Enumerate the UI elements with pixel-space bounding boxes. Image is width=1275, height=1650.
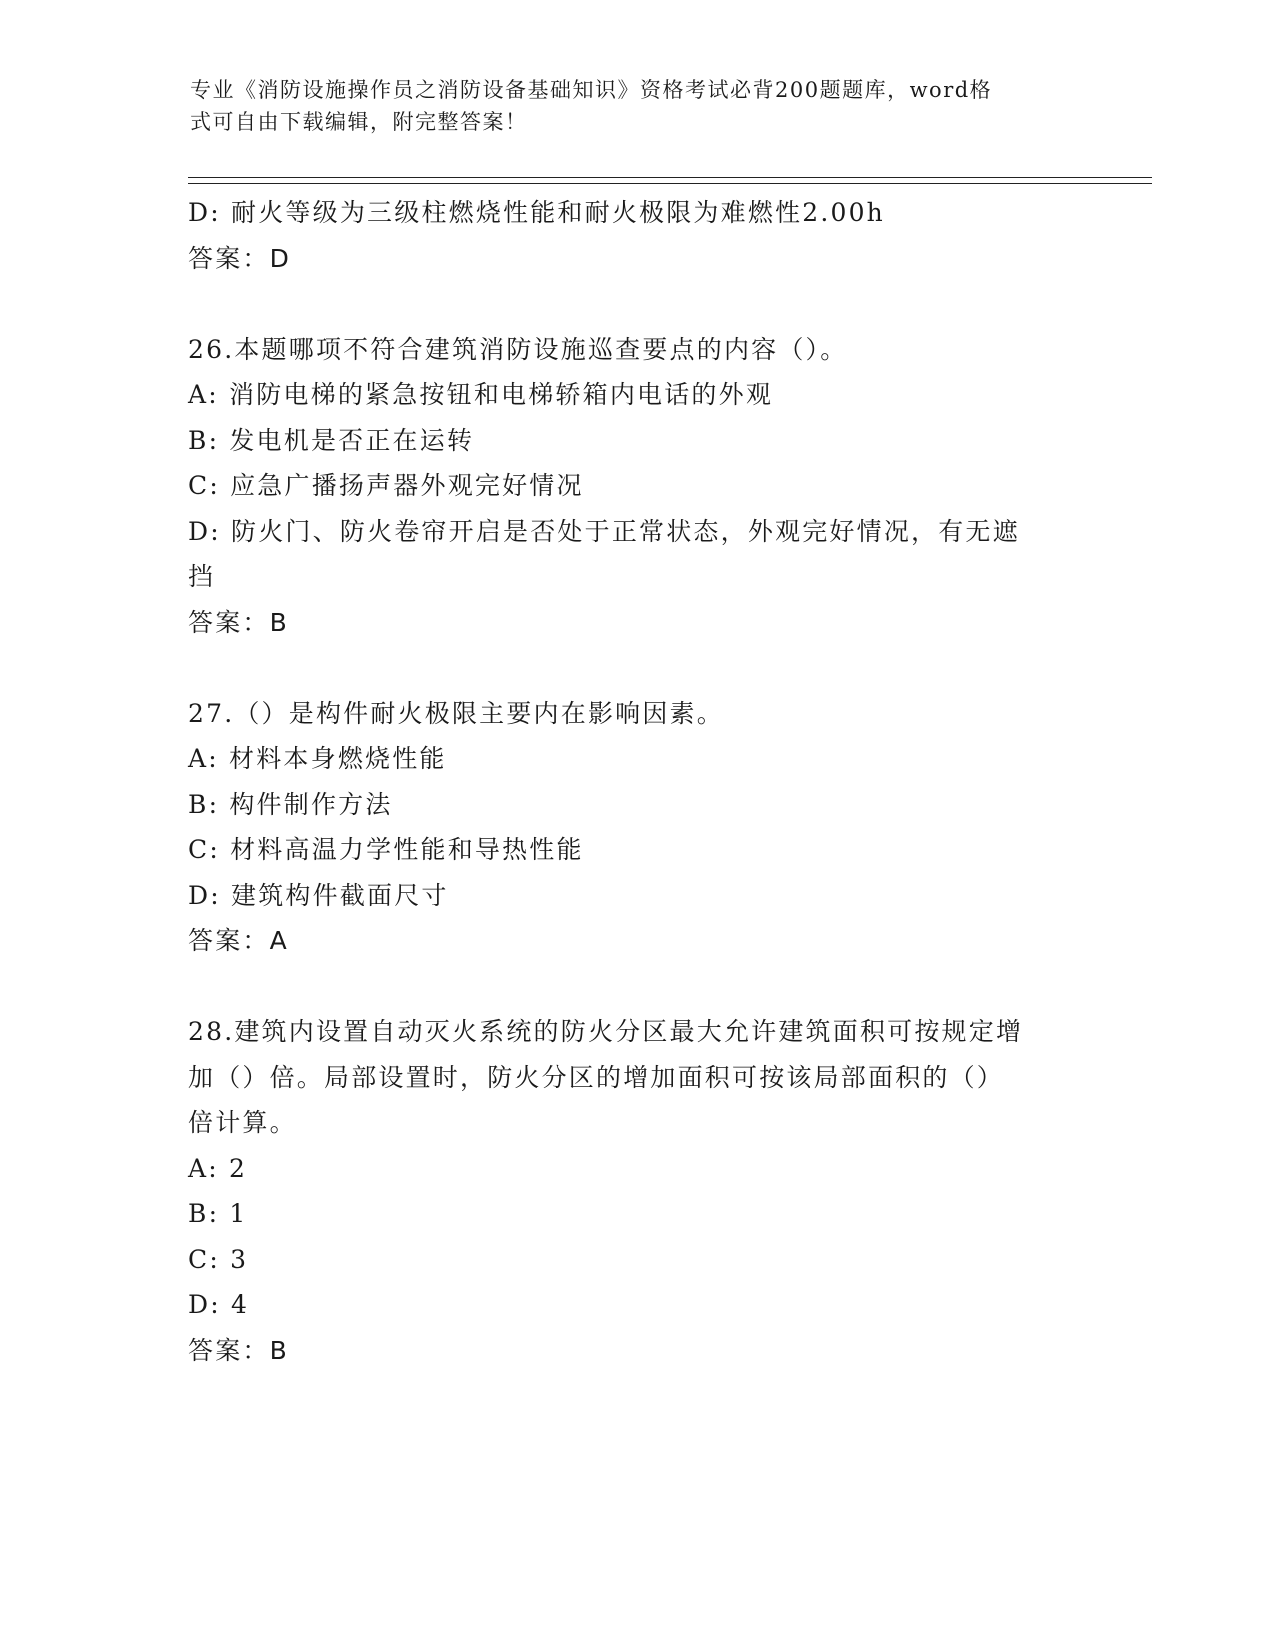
option-d-continued: 挡 [188,562,216,591]
question-stem: 27.（）是构件耐火极限主要内在影响因素。 [188,698,724,728]
spacer [188,281,1088,327]
option-b: B: 发电机是否正在运转 [188,425,475,455]
header-line-2: 式可自由下载编辑，附完整答案！ [190,110,528,134]
option-c: C: 材料高温力学性能和导热性能 [188,835,584,864]
option-c: C: 3 [188,1244,249,1274]
document-header [190,74,1070,138]
answer: 答案：B [188,607,289,637]
spacer [188,964,1088,1010]
question-stem-line-2: 加（）倍。局部设置时，防火分区的增加面积可按该局部面积的（） [188,1062,1005,1092]
header-divider-bottom [188,183,1152,184]
question-28 [188,1009,1088,1373]
header-line-1: 专业《消防设施操作员之消防设备基础知识》资格考试必背200题题库，word格 [190,78,993,102]
question-stem-line-1: 28.建筑内设置自动灭火系统的防火分区最大允许建筑面积可按规定增 [188,1017,1024,1046]
header-divider-top [188,177,1152,178]
answer: 答案：B [188,1335,289,1365]
question-stem: 26.本题哪项不符合建筑消防设施巡查要点的内容（）。 [188,334,848,364]
option-b: B: 构件制作方法 [188,789,393,819]
option-b: B: 1 [188,1199,248,1228]
option-a: A: 消防电梯的紧急按钮和电梯轿箱内电话的外观 [188,380,774,409]
question-27 [188,691,1088,964]
prev-answer: 答案：D [188,243,292,273]
question-content [188,190,1088,1373]
spacer [188,645,1088,691]
option-d: D: 建筑构件截面尺寸 [188,880,449,910]
question-stem-line-3: 倍计算。 [188,1108,297,1137]
answer: 答案：A [188,926,289,955]
option-c: C: 应急广播扬声器外观完好情况 [188,471,584,500]
option-d: D: 防火门、防火卷帘开启是否处于正常状态，外观完好情况，有无遮 [188,516,1020,546]
option-d: D: 4 [188,1290,250,1319]
prev-option-d: D: 耐火等级为三级柱燃烧性能和耐火极限为难燃性2.00h [188,198,885,227]
question-26 [188,327,1088,646]
option-a: A: 2 [188,1153,248,1183]
option-a: A: 材料本身燃烧性能 [188,744,447,773]
